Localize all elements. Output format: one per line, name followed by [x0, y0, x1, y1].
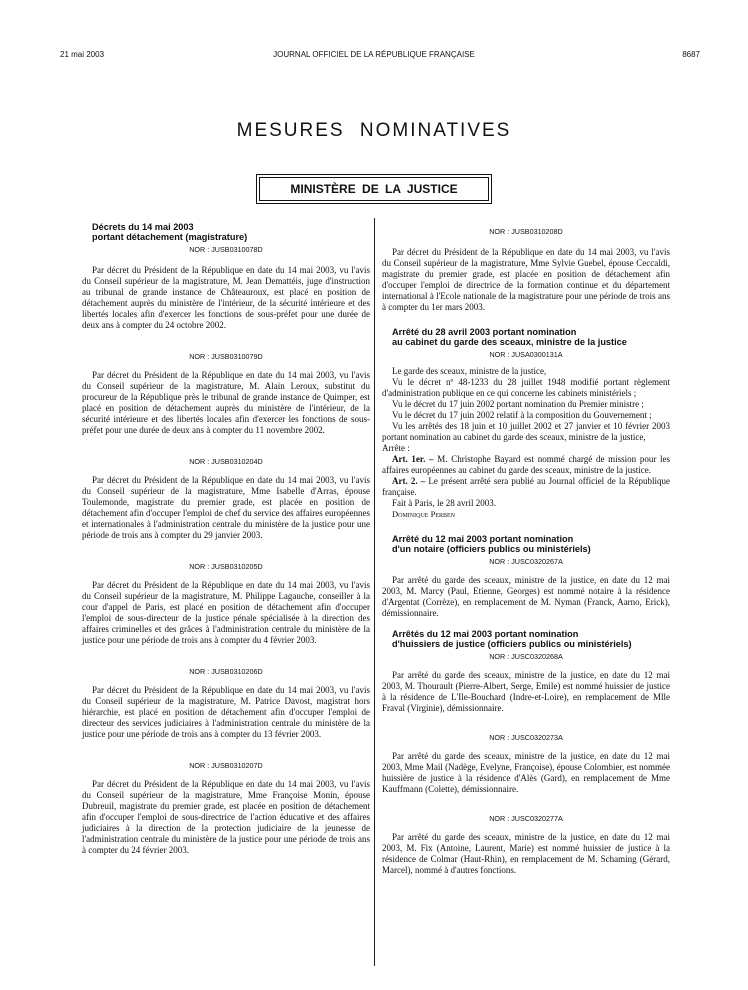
nor-reference: NOR : JUSB0310078D: [189, 245, 263, 254]
article-1-text: M. Christophe Bayard est nommé chargé de mission pour les affaires européennes au cabinet du garde des sceaux, ministre de la justice.: [382, 454, 671, 475]
nor-reference: NOR : JUSB0310207D: [189, 761, 263, 770]
page-header: [0, 50, 748, 62]
nor-reference: NOR : JUSC0320268A: [489, 652, 563, 661]
column-divider: [374, 218, 375, 966]
header-page-number: 8687: [682, 50, 700, 59]
decree-paragraph: Par décret du Président de la République en date du 14 mai 2003, vu l'avis du Conseil supérieur de la magistrature, M. Alain Leroux, substitut du procureur de la République près le tribunal de grande instance de Quimper, est placé en position de détachement auprès du ministère de l'intérieur, de la sécurité intérieure et des libertés locales afin d'exercer les fonctions de sous-préfet pour une durée de deux ans à compter du 11 novembre 2002.: [82, 370, 370, 435]
nor-reference: NOR : JUSB0310206D: [189, 667, 263, 676]
article-1: [382, 454, 670, 476]
arrete-paragraph: Vu les arrêtés des 18 juin et 10 juillet 2002 et 27 janvier et 10 février 2003 portant nomination au cabinet du garde des sceaux, ministre de la justice,: [382, 421, 670, 442]
arrete-paragraph: Le garde des sceaux, ministre de la justice,: [392, 366, 547, 376]
nor-reference: NOR : JUSB0310208D: [489, 227, 563, 236]
arretes-title-line2: d'huissiers de justice (officiers publics ou ministériels): [392, 639, 632, 649]
done-at: Fait à Paris, le 28 avril 2003.: [392, 498, 496, 508]
nor-reference: NOR : JUSB0310079D: [189, 352, 263, 361]
nor-reference: NOR : JUSC0320267A: [489, 557, 563, 566]
section-title: MESURES NOMINATIVES: [236, 120, 512, 141]
arrete-title-line1: Arrêté du 28 avril 2003 portant nomination: [392, 327, 577, 337]
nor-reference: NOR : JUSC0320273A: [489, 733, 563, 742]
arrete-word: Arrête :: [382, 443, 410, 453]
decrees-title-line1: Décrets du 14 mai 2003: [92, 222, 194, 232]
arrete-title-line1: Arrêté du 12 mai 2003 portant nomination: [392, 534, 574, 544]
arrete-paragraph: Par arrêté du garde des sceaux, ministre de la justice, en date du 12 mai 2003, M. Thourault (Pierre-Albert, Serge, Emile) est nommé huissier de justice à la résidence de L'Ile-Bouchard (Indre-et-Loire), en remplacement de Mlle Fraval (Virginie), démissionnaire.: [382, 670, 670, 713]
decree-paragraph: Par décret du Président de la République en date du 14 mai 2003, vu l'avis du Conseil supérieur de la magistrature, M. Philippe Lagauche, conseiller à la cour d'appel de Paris, est placé en position de détachement afin d'occuper l'emploi de sous-directeur de la justice pénale spécialisée à la direction des affaires criminelles et des grâces à l'administration centrale du ministère de la justice pour une période de trois ans à compter du 4 février 2003.: [82, 580, 370, 645]
left-column: [82, 222, 370, 856]
signature: Dominique Perben: [392, 509, 455, 519]
decree-paragraph: Par décret du Président de la République en date du 14 mai 2003, vu l'avis du Conseil supérieur de la magistrature, Mme Sylvie Guebel, épouse Ceccaldi, magistrate du premier grade, est placée en position de détachement afin d'occuper l'emploi de directrice de la formation continue et du département international à l'Ecole nationale de la magistrature pour une période de trois ans à compter du 1er mars 2003.: [382, 247, 670, 312]
arrete-paragraph: Par arrêté du garde des sceaux, ministre de la justice, en date du 12 mai 2003, M. Marcy (Paul, Etienne, Georges) est nommé notaire à la résidence d'Argentat (Corrèze), en remplacement de M. Nyman (Franck, Aarno, Erick), démissionnaire.: [382, 575, 670, 618]
arrete-paragraph: Vu le décret nº 48-1233 du 28 juillet 1948 modifié portant règlement d'administration publique en ce qui concerne les cabinets ministériels ;: [382, 377, 670, 398]
ministry-box: [256, 174, 492, 204]
arretes-title-line1: Arrêtés du 12 mai 2003 portant nomination: [392, 629, 579, 639]
article-1-label: Art. 1er. –: [392, 454, 434, 464]
nor-reference: NOR : JUSB0310204D: [189, 457, 263, 466]
nor-reference: NOR : JUSB0310205D: [189, 562, 263, 571]
article-2-label: Art. 2. –: [392, 476, 426, 486]
decree-paragraph: Par décret du Président de la République en date du 14 mai 2003, vu l'avis du Conseil supérieur de la magistrature, Mme Françoise Monin, épouse Dubreuil, magistrate du premier grade, est placée en position de détachement afin d'occuper l'emploi de sous-directrice de l'action éducative et des affaires judiciaires à la direction de la protection judiciaire de la jeunesse de l'administration centrale du ministère de la justice pour une période de trois ans à compter du 24 février 2003.: [82, 779, 370, 855]
arrete-paragraph: Par arrêté du garde des sceaux, ministre de la justice, en date du 12 mai 2003, M. Fix (Antoine, Laurent, Marie) est nommé huissier de justice à la résidence de Colmar (Haut-Rhin), en remplacement de M. Schaming (Gérard, Marcel), nommé à d'autres fonctions.: [382, 832, 670, 875]
arrete-paragraph: Par arrêté du garde des sceaux, ministre de la justice, en date du 12 mai 2003, Mme Mail (Nadège, Evelyne, Françoise), épouse Colombier, est nommée huissière de justice à la résidence d'Alès (Gard), en remplacement de Mme Kauffmann (Colette), démissionnaire.: [382, 751, 670, 794]
arrete-title-line2: d'un notaire (officiers publics ou ministériels): [392, 544, 591, 554]
decree-paragraph: Par décret du Président de la République en date du 14 mai 2003, vu l'avis du Conseil supérieur de la magistrature, M. Jean Demattéis, juge d'instruction au tribunal de grande instance de Châteauroux, est placé en position de détachement auprès du ministère de l'intérieur, de la sécurité intérieure et des libertés locales afin d'exercer les fonctions de sous-préfet pour une durée de deux ans à compter du 24 octobre 2002.: [82, 265, 370, 330]
right-column: [382, 226, 670, 876]
article-2: [382, 476, 670, 498]
arrete-title-line2: au cabinet du garde des sceaux, ministre de la justice: [392, 337, 627, 347]
decree-paragraph: Par décret du Président de la République en date du 14 mai 2003, vu l'avis du Conseil supérieur de la magistrature, M. Patrice Davost, magistrat hors hiérarchie, est placé en position de détachement afin d'occuper l'emploi de directeur des services judiciaires à l'administration centrale du ministère de la justice pour une période de trois ans à compter du 13 février 2003.: [82, 685, 370, 739]
arrete-paragraph: Vu le décret du 17 juin 2002 relatif à la composition du Gouvernement ;: [392, 410, 652, 420]
arrete-paragraph: Vu le décret du 17 juin 2002 portant nomination du Premier ministre ;: [392, 399, 644, 409]
article-2-text: Le présent arrêté sera publié au Journal officiel de la République française.: [382, 476, 670, 497]
decrees-title-line2: portant détachement (magistrature): [92, 232, 248, 242]
nor-reference: NOR : JUSA0300131A: [489, 350, 563, 359]
header-journal-title: JOURNAL OFFICIEL DE LA RÉPUBLIQUE FRANÇAISE: [273, 50, 475, 59]
ministry-title: MINISTÈRE DE LA JUSTICE: [259, 177, 489, 201]
decree-paragraph: Par décret du Président de la République en date du 14 mai 2003, vu l'avis du Conseil supérieur de la magistrature, Mme Isabelle d'Arras, épouse Toulemonde, magistrate du premier grade, est placée en position de détachement afin d'occuper l'emploi de chef du service des affaires européennes et internationales à l'administration centrale du ministère de la justice pour une période de trois ans à compter du 29 janvier 2003.: [82, 475, 370, 540]
header-date: 21 mai 2003: [60, 50, 105, 59]
nor-reference: NOR : JUSC0320277A: [489, 814, 563, 823]
